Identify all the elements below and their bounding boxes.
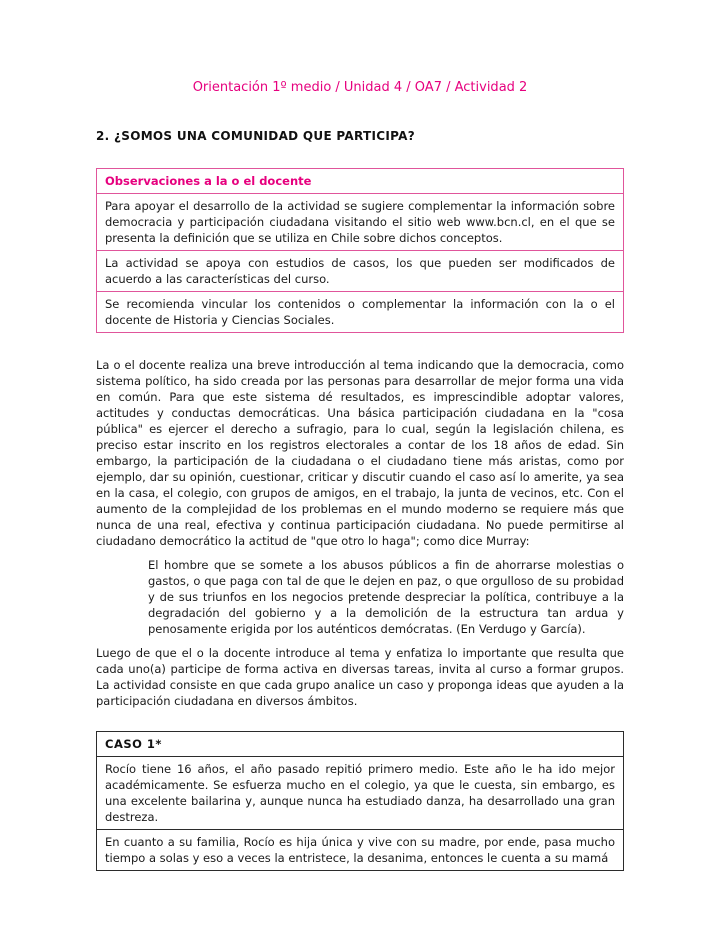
closing-paragraph: Luego de que el o la docente introduce al tema y enfatiza lo importante que resulta que cada uno(a) participe de forma activa en diversas tareas, invita al curso a formar grupos. La actividad consiste en que cada grupo analice un caso y proponga ideas que ayuden a la participación ciudadana en diversos ámbitos.: [96, 646, 624, 708]
murray-quote: El hombre que se somete a los abusos públicos a fin de ahorrarse molestias o gastos, o que paga con tal de que le dejen en paz, o que orgulloso de su probidad y de sus triunfos en los negocios pretende despreciar la política, contribuye a la degradación del gobierno y a la demolición de la estructura tan ardua y penosamente erigida por los auténticos demócratas. (En Verdugo y García).: [148, 558, 624, 636]
teacher-notes-paragraph-3: Se recomienda vincular los contenidos o complementar la información con la o el docente de Historia y Ciencias Sociales.: [97, 291, 623, 332]
caso-1-box: [96, 731, 624, 871]
teacher-notes-title: Observaciones a la o el docente: [105, 174, 312, 188]
activity-heading: 2. ¿SOMOS UNA COMUNIDAD QUE PARTICIPA?: [96, 129, 415, 143]
teacher-notes-paragraph-2: La actividad se apoya con estudios de casos, los que pueden ser modificados de acuerdo a las características del curso.: [97, 250, 623, 291]
teacher-notes-box: [96, 168, 624, 333]
caso-1-title: CASO 1*: [105, 737, 162, 751]
caso-1-paragraph-2: En cuanto a su familia, Rocío es hija única y vive con su madre, por ende, pasa mucho tiempo a solas y eso a veces la entristece, la desanima, entonces le cuenta a su mamá: [97, 829, 623, 870]
caso-1-paragraph-1: Rocío tiene 16 años, el año pasado repitió primero medio. Este año le ha ido mejor académicamente. Se esfuerza mucho en el colegio, ya que le cuesta, sin embargo, es una excelente bailarina y, aunque nunca ha estudiado danza, ha desarrollado una gran destreza.: [97, 756, 623, 829]
breadcrumb-title: Orientación 1º medio / Unidad 4 / OA7 / Actividad 2: [192, 80, 528, 95]
intro-paragraph: La o el docente realiza una breve introducción al tema indicando que la democracia, como sistema político, ha sido creada por las personas para desarrollar de mejor forma una vida en común. Para que este sistema dé resultados, es imprescindible adoptar valores, actitudes y conductas democráticas. Una básica participación ciudadana en la "cosa pública" es ejercer el derecho a sufragio, para lo cual, según la legislación chilena, es preciso estar inscrito en los registros electorales a contar de los 18 años de edad. Sin embargo, la participación de la ciudadana o el ciudadano tiene más aristas, como por ejemplo, dar su opinión, cuestionar, criticar y discutir cuando el caso así lo amerite, ya sea en la casa, el colegio, con grupos de amigos, en el trabajo, la junta de vecinos, etc. Con el aumento de la complejidad de los problemas en el mundo moderno se requiere más que nunca de una real, efectiva y continua participación ciudadana. No puede permitirse al ciudadano democrático la actitud de "que otro lo haga"; como dice Murray:: [96, 358, 624, 548]
teacher-notes-paragraph-1: Para apoyar el desarrollo de la actividad se sugiere complementar la información sobre democracia y participación ciudadana visitando el sitio web www.bcn.cl, en el que se presenta la definición que se utiliza en Chile sobre dichos conceptos.: [97, 193, 623, 250]
